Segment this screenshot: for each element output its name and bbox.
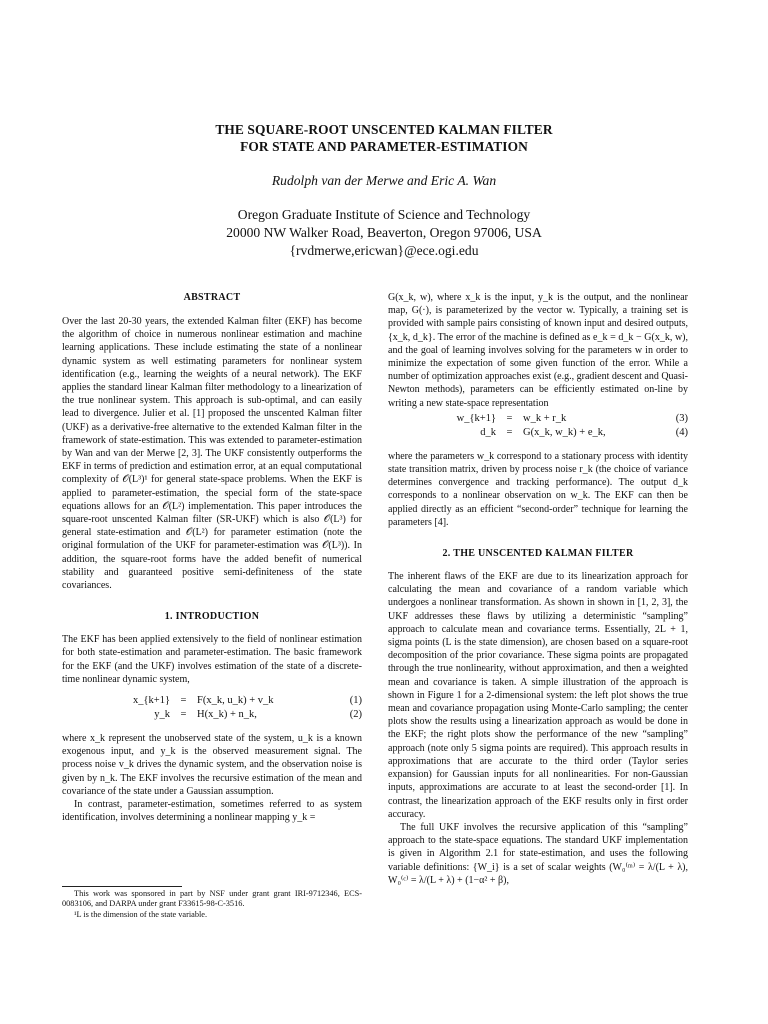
affiliation: Oregon Graduate Institute of Science and Technology bbox=[237, 207, 531, 222]
equation-2-equals: = bbox=[180, 709, 187, 721]
footnote-1: ¹L is the dimension of the state variable. bbox=[74, 909, 208, 919]
equation-2 bbox=[62, 708, 362, 722]
right-paragraph-4: The full UKF involves the recursive application of this “sampling” approach to the state-space equations. The standard UKF implementation is given in Algorithm 2.1 for state-estimation, and uses the following variable definitions: {W_i} is a set of scalar weights (W₀⁽ᵐ⁾ = λ/(L + λ), W₀⁽ᶜ⁾ = λ/(L + λ) + (1−α² + β), bbox=[388, 821, 688, 886]
paper-title-line-1: THE SQUARE-ROOT UNSCENTED KALMAN FILTER bbox=[215, 122, 553, 137]
equation-4-equals: = bbox=[506, 427, 513, 439]
equation-4 bbox=[388, 426, 688, 440]
ukf-section-heading: 2. THE UNSCENTED KALMAN FILTER bbox=[442, 548, 634, 560]
equation-1-equals: = bbox=[180, 695, 187, 707]
intro-paragraph-2: where x_k represent the unobserved state of the system, u_k is a known exogenous input, and y_k is the observed measurement signal. The process noise v_k drives the dynamic system, and the observation noise is given by n_k. The EKF involves the recursive estimation of the mean and covariance of the state under a Gaussian assumption. bbox=[62, 733, 362, 797]
equation-1-number: (1) bbox=[349, 695, 362, 707]
left-column bbox=[62, 291, 362, 825]
author-list: Rudolph van der Merwe and Eric A. Wan bbox=[271, 173, 497, 188]
paper-title-line-2: FOR STATE AND PARAMETER-ESTIMATION bbox=[240, 139, 528, 154]
equation-2-number: (2) bbox=[349, 709, 362, 721]
introduction-heading: 1. INTRODUCTION bbox=[164, 611, 260, 623]
abstract-body: Over the last 20-30 years, the extended Kalman filter (EKF) has become the algorithm of choice in numerous nonlinear estimation and machine learning applications. These include estimating the state of a nonlinear dynamic system as well estimating parameters for nonlinear system identification (e.g., learning the weights of a neural network). The EKF applies the standard linear Kalman filter methodology to a linearization of the true nonlinear system. This approach is sub-optimal, and can easily lead to divergence. Julier et al. [1] proposed the unscented Kalman filter (UKF) as a derivative-free alternative to the extended Kalman filter in the framework of state-estimation. This was extended to parameter-estimation by Wan and van der Merwe [2, 3]. The UKF consistently outperforms the EKF in terms of prediction and estimation error, at an equal computational complexity of 𝒪(L³)¹ for general state-space problems. When the EKF is applied to parameter-estimation, the special form of the state-space equations allows for an 𝒪(L²) implementation. This paper introduces the square-root unscented Kalman filter (SR-UKF) which is also 𝒪(L³) for general state-estimation and 𝒪(L²) for parameter estimation (note the original formulation of the UKF for parameter-estimation was 𝒪(L³)). In addition, the square-root forms have the added benefit of numerical stability and guaranteed positive semi-definiteness of the state covariances. bbox=[62, 316, 362, 592]
equation-1 bbox=[62, 694, 362, 708]
equation-4-lhs: d_k bbox=[480, 427, 496, 439]
footnote-rule bbox=[62, 886, 182, 887]
equation-3-number: (3) bbox=[675, 413, 688, 425]
equation-3-lhs: w_{k+1} bbox=[456, 413, 496, 425]
right-paragraph-1: G(x_k, w), where x_k is the input, y_k is the output, and the nonlinear map, G(·), is parameterized by the vector w. Typically, a training set is provided with sample pairs consisting of known input and desired outputs, {x_k, d_k}. The error of the machine is defined as e_k = d_k − G(x_k, w), and the goal of learning involves solving for the parameters w in order to minimize the expectation of some given function of the error. While a number of optimization approaches exist (e.g., gradient descent and Quasi-Newton methods), parameters can be efficiently estimated on-line by writing a new state-space representation bbox=[388, 292, 688, 409]
right-paragraph-3: The inherent flaws of the EKF are due to its linearization approach for calculating the mean and covariance of a random variable which undergoes a nonlinear transformation. As shown in shown in [1, 2, 3], the UKF addresses these flaws by utilizing a deterministic “sampling” approach to calculate mean and covariance terms. Essentially, 2L + 1, sigma points (L is the state dimension), are chosen based on a square-root decomposition of the prior covariance. These sigma points are propagated through the true nonlinearity, without approximation, and then a weighted mean and covariance is taken. A simple illustration of the approach is shown in Figure 1 for a 2-dimensional system: the left plot shows the true mean and covariance propagation using Monte-Carlo sampling; the center plots show the results using a linearization approach as would be done in the EKF; the right plots show the performance of the new “sampling” approach (note only 5 sigma points are required). This approach results in approximations that are accurate to the third order (Taylor series expansion) for Gaussian inputs for all nonlinearities. For non-Gaussian inputs, approximations are accurate to at least the second-order [1]. In contrast, the linearization approach of the EKF results only in first order accuracy. bbox=[388, 571, 688, 820]
right-paragraph-2: where the parameters w_k correspond to a stationary process with identity state transition matrix, driven by process noise r_k (the choice of variance determines convergence and tracking performance). The output d_k corresponds to a nonlinear observation on w_k. The EKF can then be applied directly as an efficient “second-order” technique for learning the parameters [4]. bbox=[388, 450, 688, 528]
right-column bbox=[388, 291, 688, 887]
footnotes bbox=[62, 889, 362, 920]
equations-3-4 bbox=[388, 412, 688, 440]
equation-1-lhs: x_{k+1} bbox=[132, 695, 170, 707]
intro-paragraph-1: The EKF has been applied extensively to the field of nonlinear estimation for both state-estimation and parameter-estimation. The basic framework for the EKF (and the UKF) involves estimation of the state of a discrete-time nonlinear dynamic system, bbox=[62, 634, 362, 685]
equation-1-rhs: F(x_k, u_k) + v_k bbox=[197, 695, 274, 707]
email: {rvdmerwe,ericwan}@ece.ogi.edu bbox=[289, 243, 479, 258]
abstract-heading: ABSTRACT bbox=[183, 292, 241, 303]
equation-2-lhs: y_k bbox=[154, 709, 170, 721]
footnote-sponsor: This work was sponsored in part by NSF under grant grant IRI-9712346, ECS-0083106, and DARPA under grant F33615-98-C-3516. bbox=[62, 889, 362, 909]
intro-paragraph-3: In contrast, parameter-estimation, sometimes referred to as system identification, involves determining a nonlinear mapping y_k = bbox=[62, 799, 362, 824]
address: 20000 NW Walker Road, Beaverton, Oregon 97006, USA bbox=[226, 225, 542, 240]
equation-4-number: (4) bbox=[675, 427, 688, 439]
equation-3 bbox=[388, 412, 688, 426]
equation-4-rhs: G(x_k, w_k) + e_k, bbox=[523, 427, 606, 439]
equation-2-rhs: H(x_k) + n_k, bbox=[197, 709, 257, 721]
equation-3-rhs: w_k + r_k bbox=[523, 413, 567, 425]
equations-1-2 bbox=[62, 694, 362, 722]
equation-3-equals: = bbox=[506, 413, 513, 425]
